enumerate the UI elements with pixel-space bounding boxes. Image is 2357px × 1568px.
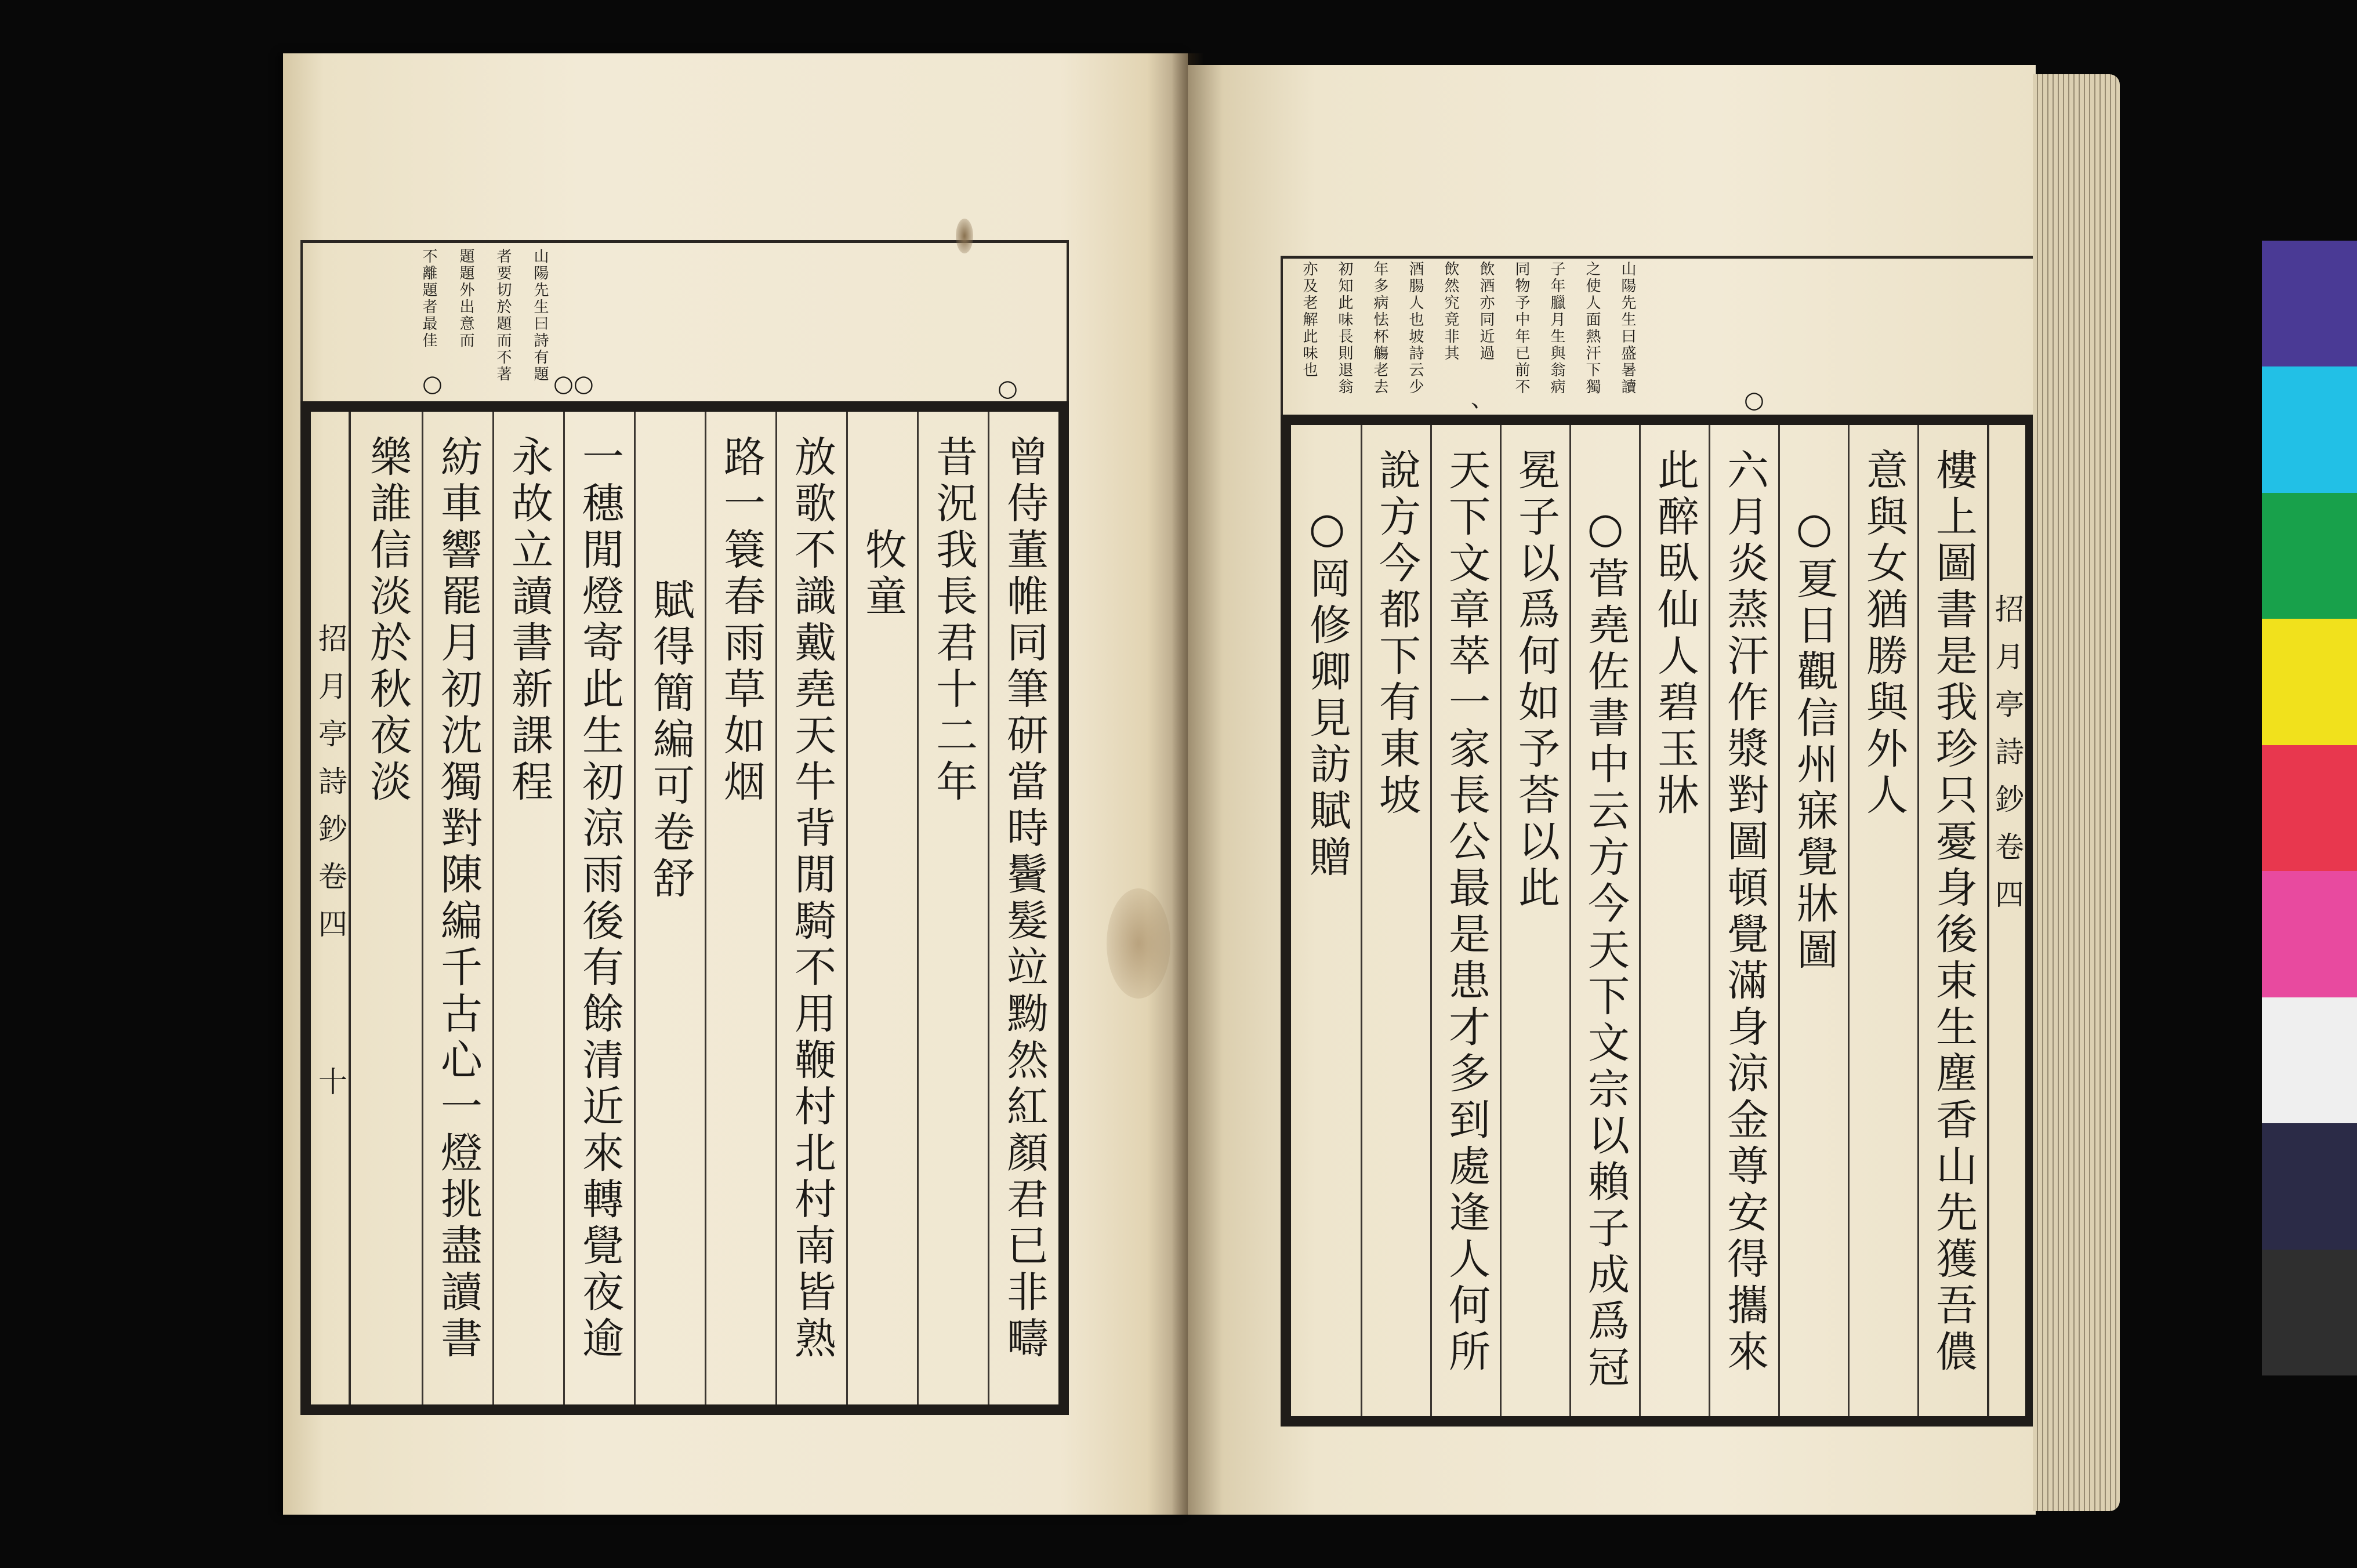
- header-note-line: 之使人面熱汗下獨: [1583, 261, 1601, 395]
- text-column: 曾侍董帷同筆研當時鬢髮竝黝然紅顏君已非疇: [988, 412, 1058, 1404]
- header-note-line: 山陽先生曰盛暑讀: [1619, 261, 1636, 395]
- poem-title: ○岡修卿見訪賦贈: [1303, 503, 1351, 881]
- header-note-line: 山陽先生曰詩有題: [531, 248, 549, 383]
- text-column: 樓上圖書是我珍只憂身後束生塵香山先獲吾儂: [1917, 425, 1987, 1416]
- book-title: 招月亭詩鈔卷四: [314, 623, 347, 956]
- poem-title: 賦得簡編可卷舒: [634, 412, 705, 1404]
- text-column: 說方今都下有東坡: [1361, 425, 1430, 1416]
- color-patch: [2262, 241, 2357, 366]
- paper-stain: [956, 219, 973, 253]
- left-text-columns: [351, 412, 1058, 1404]
- header-note-line: 題題外出意而: [457, 248, 474, 349]
- text-column: ○菅堯佐書中云方今天下文宗以賴子成爲冠: [1569, 425, 1639, 1416]
- text-column: 冕子以爲何如予荅以此: [1500, 425, 1569, 1416]
- paper-stain: [1107, 888, 1170, 999]
- color-patch: [2262, 997, 2357, 1123]
- left-page-margin-strip: [311, 412, 351, 1404]
- color-patch: [2262, 1123, 2357, 1249]
- header-note-line: 者要切於題而不著: [494, 248, 512, 383]
- header-note-line: 酒腸人也坡詩云少: [1406, 261, 1424, 395]
- reference-marker: 、: [1471, 386, 1494, 412]
- right-text-frame: [1281, 415, 2036, 1427]
- reference-marker: ○: [998, 375, 1018, 402]
- color-calibration-chart: [2262, 241, 2357, 1375]
- color-patch: [2262, 1250, 2357, 1375]
- text-column: 樂誰信淡於秋夜淡: [363, 435, 412, 806]
- left-page: [283, 53, 1188, 1515]
- poem-title: ○夏日觀信州寐覺牀圖: [1778, 425, 1848, 1416]
- text-column: 永故立讀書新課程: [492, 412, 563, 1404]
- header-note-line: 飲然究竟非其: [1442, 261, 1459, 362]
- color-patch: [2262, 871, 2357, 997]
- text-column: 紡車響罷月初沈獨對陳編千古心一燈挑盡讀書: [422, 412, 492, 1404]
- text-column: 意與女猶勝與外人: [1848, 425, 1917, 1416]
- header-note-line: 年多病怯杯觴老去: [1371, 261, 1388, 395]
- header-note-line: 子年臘月生與翁病: [1548, 261, 1565, 395]
- right-text-columns: [1291, 425, 1987, 1416]
- text-column: 六月炎蒸汗作漿對圖頓覺滿身涼金尊安得攜來: [1709, 425, 1778, 1416]
- reference-marker: ○○: [553, 371, 594, 397]
- text-column: 昔況我長君十二年: [917, 412, 988, 1404]
- page-edge-stack: [2033, 74, 2120, 1511]
- page-number: 十: [314, 1066, 347, 1114]
- right-page: [1188, 65, 2036, 1515]
- text-column: 路一簑春雨草如烟: [705, 412, 775, 1404]
- header-note-line: 同物予中年已前不: [1513, 261, 1530, 395]
- text-column: 一穗閒燈寄此生初涼雨後有餘清近來轉覺夜逾: [563, 412, 634, 1404]
- reference-marker: ○: [1744, 387, 1764, 413]
- book-title: 招月亭詩鈔卷四: [1990, 594, 2024, 927]
- text-column: 天下文章萃一家長公最是患才多到處逢人何所: [1430, 425, 1500, 1416]
- color-patch: [2262, 745, 2357, 871]
- text-column: 放歌不識戴堯天牛背閒騎不用鞭村北村南皆熟: [775, 412, 846, 1404]
- color-patch: [2262, 619, 2357, 745]
- left-header-note: [410, 248, 559, 383]
- header-note-line: 亦及老解此味也: [1300, 261, 1318, 379]
- header-note-line: 飲酒亦同近過: [1477, 261, 1495, 362]
- poem-title: 牧童: [846, 412, 917, 1404]
- right-page-margin-strip: [1987, 425, 2025, 1416]
- reference-marker: ○: [422, 371, 443, 397]
- right-header-note: [1291, 261, 1645, 395]
- color-patch: [2262, 366, 2357, 492]
- header-note-line: 不離題者最佳: [420, 248, 437, 349]
- color-patch: [2262, 493, 2357, 619]
- text-column: 此醉臥仙人碧玉牀: [1639, 425, 1709, 1416]
- left-text-frame: [300, 401, 1069, 1415]
- header-note-line: 初知此味長則退翁: [1336, 261, 1353, 395]
